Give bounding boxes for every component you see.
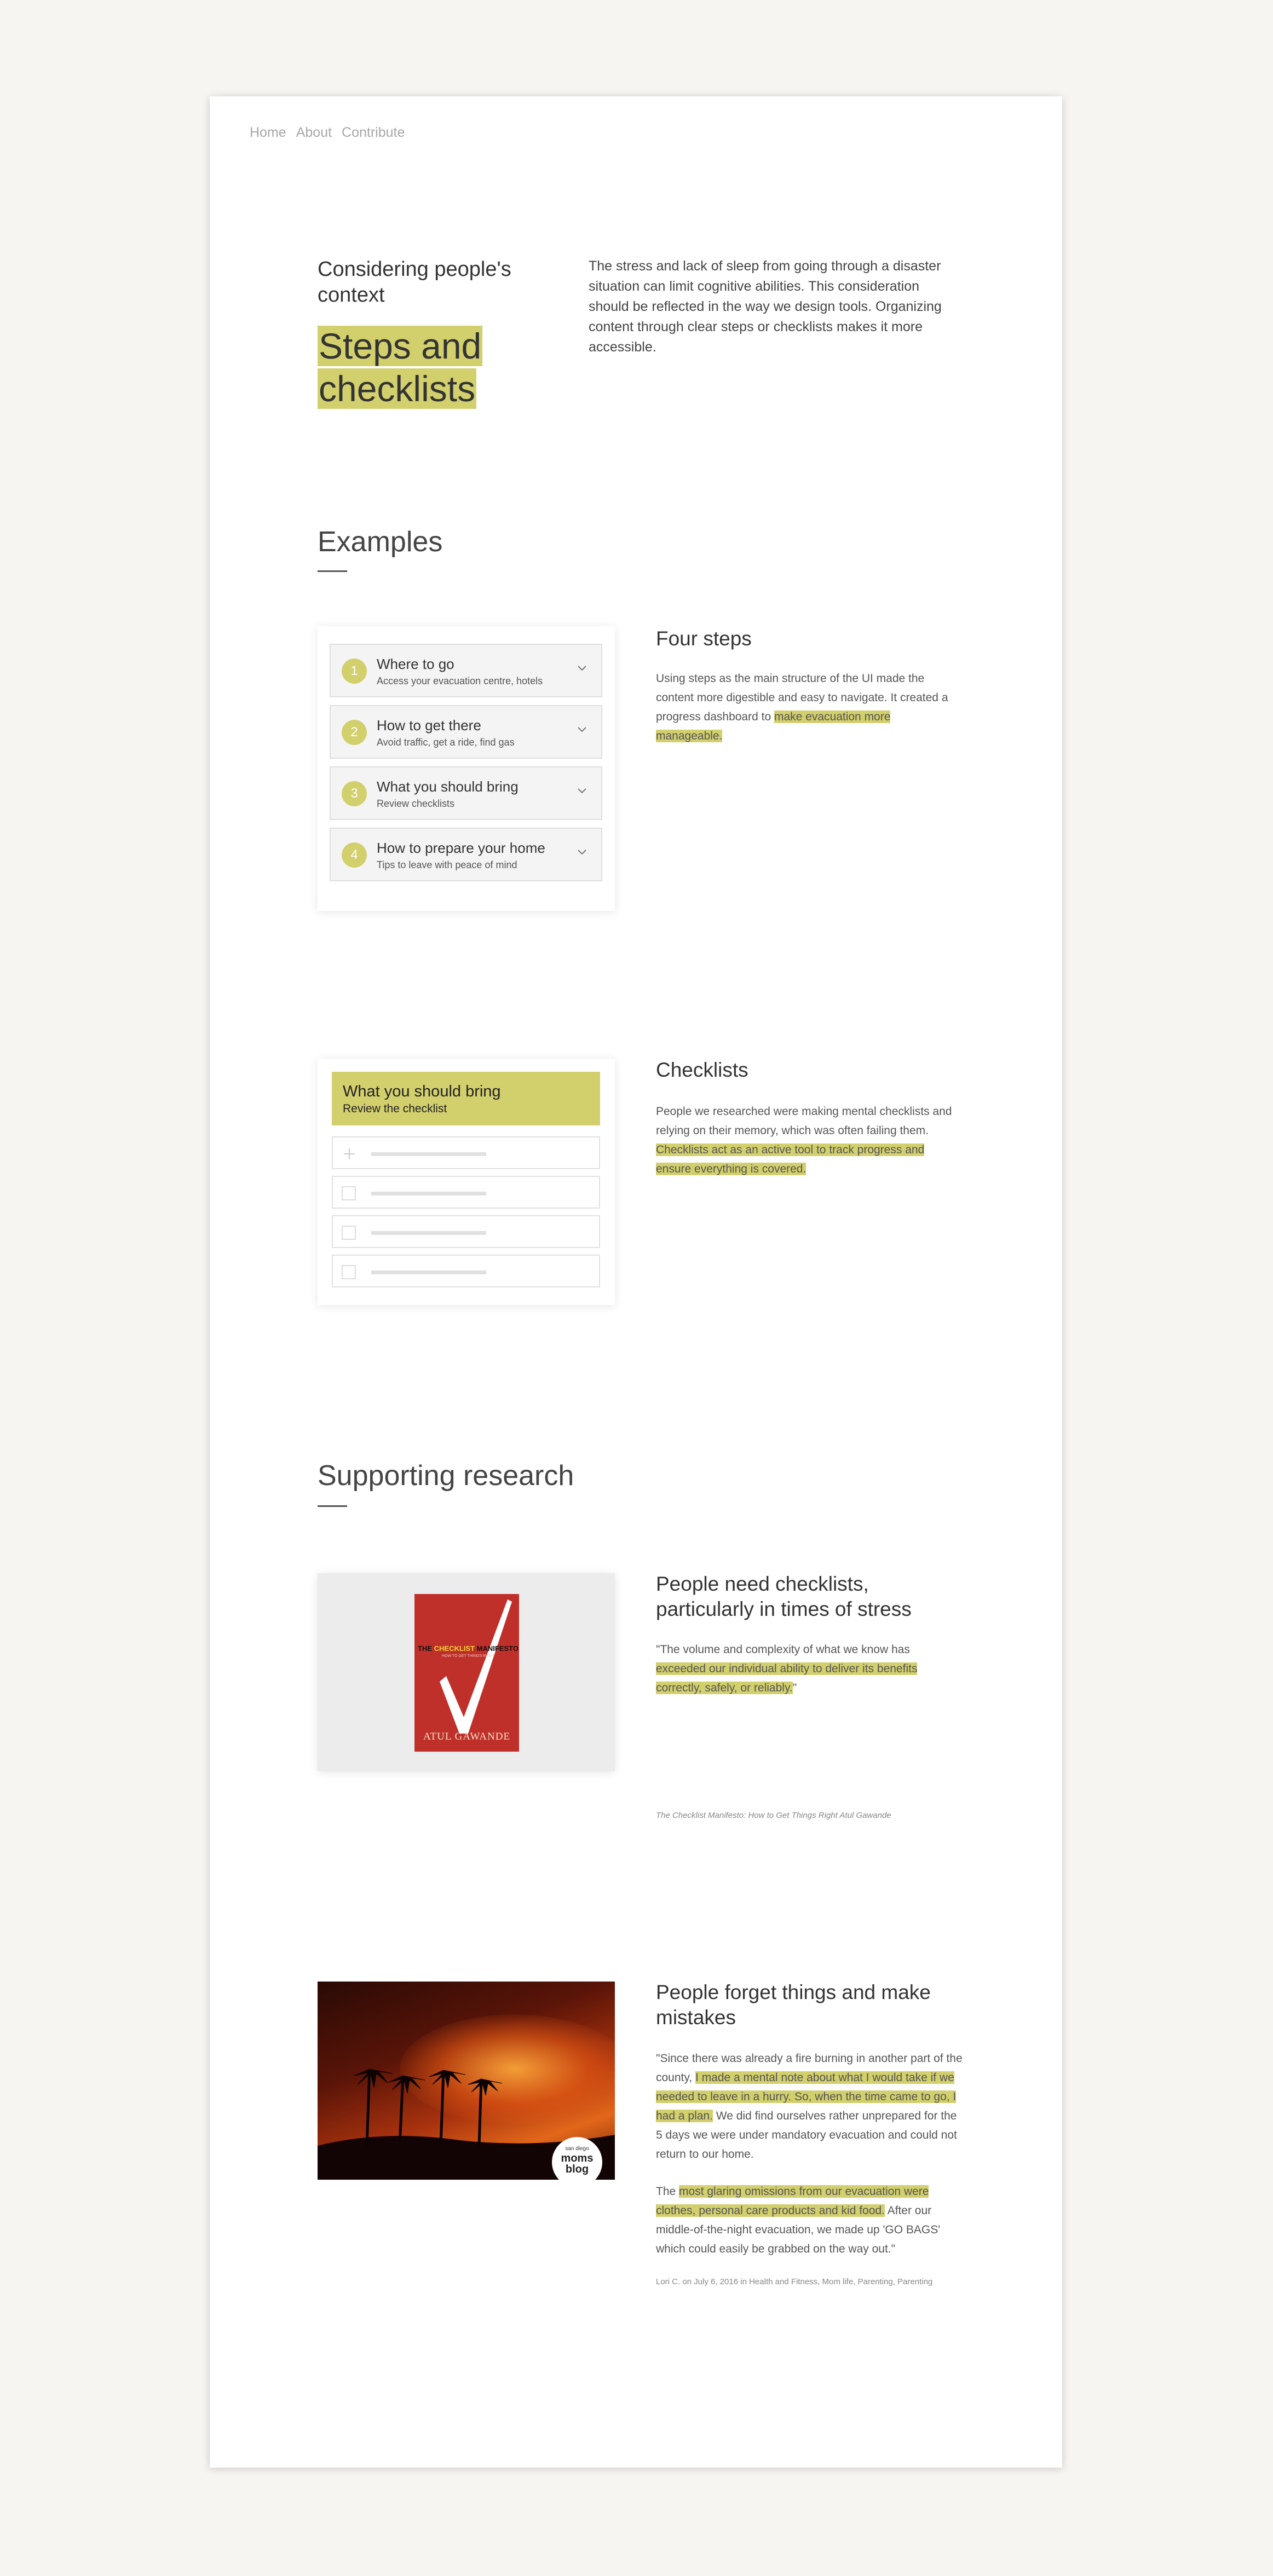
step-title: How to prepare your home bbox=[377, 840, 545, 856]
four-steps-highlight: make evacuation more manageable. bbox=[656, 711, 891, 742]
research2-quote-p2 bbox=[656, 2182, 963, 2259]
step-item[interactable] bbox=[330, 766, 602, 820]
research1-title: People need checklists, particularly in times of stress bbox=[656, 1573, 912, 1620]
checklist-row[interactable] bbox=[332, 1176, 600, 1209]
step-title: What you should bring bbox=[377, 778, 519, 795]
placeholder-bar bbox=[371, 1270, 486, 1274]
step-title: How to get there bbox=[377, 717, 481, 733]
research-rule bbox=[318, 1505, 347, 1507]
research2-p2-b: After our middle-of-the-night evacuation, we made up 'GO BAGS' which could easily be grabbed on the way out." bbox=[656, 2204, 941, 2255]
book-author: ATUL GAWANDE bbox=[423, 1731, 511, 1742]
book-title bbox=[418, 1644, 519, 1653]
checkmark-icon bbox=[414, 1594, 519, 1752]
checklist-row[interactable] bbox=[332, 1255, 600, 1287]
chevron-down-icon bbox=[574, 783, 590, 799]
research1-quote bbox=[656, 1640, 963, 1697]
book-title-a: THE bbox=[418, 1644, 434, 1653]
nav-about-link[interactable]: About bbox=[296, 125, 332, 140]
research2-p1-a: "Since there was already a fire burning in another part of the county, bbox=[656, 2052, 963, 2084]
checklist-header-subtitle: Review the checklist bbox=[343, 1102, 447, 1115]
four-steps-text-a: Using steps as the main structure of the UI made the content more digestible and easy to navigate. It created a progress dashboard to bbox=[656, 672, 948, 723]
step-item[interactable] bbox=[330, 644, 602, 697]
research1-quote-b: " bbox=[792, 1682, 797, 1694]
book-subtitle: HOW TO GET THINGS RIGHT bbox=[442, 1654, 495, 1658]
plus-icon bbox=[342, 1146, 357, 1162]
checkbox[interactable] bbox=[342, 1226, 356, 1240]
book-image bbox=[318, 1573, 615, 1771]
nav-home-link[interactable]: Home bbox=[250, 125, 286, 140]
badge-line1: san diego bbox=[565, 2146, 589, 2152]
step-subtitle: Avoid traffic, get a ride, find gas bbox=[377, 737, 515, 748]
research1-highlight: exceeded our individual ability to deliver its benefits correctly, safely, or reliably. bbox=[656, 1662, 918, 1694]
nav-contribute-link[interactable]: Contribute bbox=[342, 125, 405, 140]
placeholder-bar bbox=[371, 1152, 486, 1156]
wildfire-photo bbox=[318, 1982, 615, 2180]
checklist-add-row[interactable] bbox=[332, 1136, 600, 1169]
research1-quote-a: "The volume and complexity of what we know has bbox=[656, 1643, 910, 1656]
step-number: 2 bbox=[342, 720, 367, 745]
badge-line2: moms bbox=[561, 2152, 594, 2164]
examples-rule bbox=[318, 570, 347, 572]
research2-title: People forget things and make mistakes bbox=[656, 1981, 931, 2029]
research2-p2-highlight: most glaring omissions from our evacuation were clothes, personal care products and kid food. bbox=[656, 2185, 929, 2217]
chevron-down-icon bbox=[574, 844, 590, 860]
research2-citation: Lori C. on July 6, 2016 in Health and Fitness, Mom life, Parenting, Parenting bbox=[656, 2277, 933, 2286]
steps-mockup bbox=[318, 626, 615, 911]
checklists-highlight: Checklists act as an active tool to track progress and ensure everything is covered. bbox=[656, 1143, 925, 1175]
checklist-row[interactable] bbox=[332, 1215, 600, 1248]
four-steps-title: Four steps bbox=[656, 627, 752, 650]
chevron-down-icon bbox=[574, 721, 590, 738]
checklists-text-a: People we researched were making mental checklists and relying on their memory, which was often failing them. bbox=[656, 1105, 952, 1137]
step-item[interactable] bbox=[330, 828, 602, 881]
step-number: 3 bbox=[342, 781, 367, 806]
book-title-b: MANIFESTO bbox=[475, 1644, 519, 1653]
page-title-line2: checklists bbox=[319, 368, 476, 409]
step-title: Where to go bbox=[377, 656, 454, 672]
checklist-header-title: What you should bring bbox=[343, 1083, 501, 1100]
page-title-line1: Steps and bbox=[319, 326, 482, 366]
page-card bbox=[210, 96, 1062, 2468]
book-title-hl: CHECKLIST bbox=[434, 1644, 475, 1653]
checklist-mockup bbox=[318, 1059, 615, 1305]
step-subtitle: Review checklists bbox=[377, 798, 455, 809]
step-subtitle: Tips to leave with peace of mind bbox=[377, 859, 517, 870]
page-title bbox=[318, 325, 482, 410]
book-cover bbox=[414, 1594, 519, 1752]
research2-quote-p1 bbox=[656, 2049, 963, 2164]
checklists-text bbox=[656, 1102, 957, 1179]
step-number: 1 bbox=[342, 659, 367, 684]
checkbox[interactable] bbox=[342, 1265, 356, 1279]
step-number: 4 bbox=[342, 842, 367, 868]
badge-line3: blog bbox=[565, 2163, 589, 2175]
research2-p1-b: We did find ourselves rather unprepared for the 5 days we were under mandatory evacuation and could not return to our home. bbox=[656, 2110, 957, 2161]
hero-eyebrow: Considering people's context bbox=[318, 258, 511, 307]
placeholder-bar bbox=[371, 1192, 486, 1195]
step-subtitle: Access your evacuation centre, hotels bbox=[377, 675, 543, 686]
research2-p1-highlight: I made a mental note about what I would take if we needed to leave in a hurry. So, when the time came to go, I had a plan. bbox=[656, 2071, 957, 2122]
checkbox[interactable] bbox=[342, 1186, 356, 1200]
top-nav bbox=[250, 125, 405, 141]
hero-intro: The stress and lack of sleep from going through a disaster situation can limit cognitive abilities. This consideration should be reflected in the way we design tools. Organizing content through clear steps or checklists makes it more accessible. bbox=[589, 258, 942, 355]
research-heading: Supporting research bbox=[318, 1460, 574, 1492]
research1-citation: The Checklist Manifesto: How to Get Things Right Atul Gawande bbox=[656, 1811, 891, 1820]
chevron-down-icon bbox=[574, 660, 590, 677]
checklist-header bbox=[332, 1072, 600, 1125]
placeholder-bar bbox=[371, 1231, 486, 1235]
step-item[interactable] bbox=[330, 705, 602, 759]
four-steps-text bbox=[656, 669, 957, 746]
checklists-title: Checklists bbox=[656, 1059, 748, 1081]
research2-p2-a: The bbox=[656, 2185, 679, 2198]
examples-heading: Examples bbox=[318, 526, 443, 558]
